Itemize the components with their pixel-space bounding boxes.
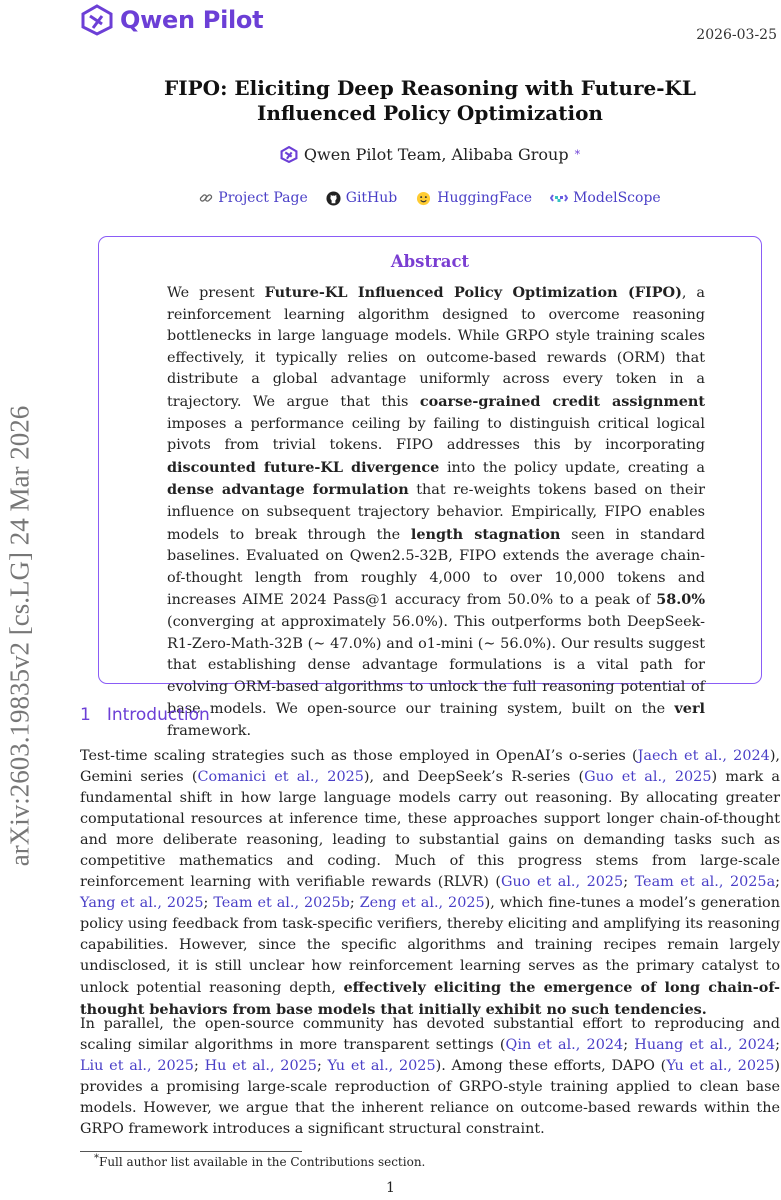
citation-separator: ;: [623, 1037, 635, 1053]
abstract-bold-run: Future-KL Influenced Policy Optimization (FIPO): [264, 284, 682, 301]
huggingface-label: HuggingFace: [437, 190, 533, 206]
github-label: GitHub: [345, 190, 398, 206]
intro-paragraph-2: [80, 1014, 780, 1140]
project-page-label: Project Page: [218, 190, 308, 206]
citation-link[interactable]: Liu et al., 2025: [80, 1058, 194, 1074]
paragraph-bold-run: effectively eliciting the emergence of long chain-of-thought behaviors from base models that initially exhibit no such tendencies.: [80, 979, 780, 1018]
author-footnote-mark[interactable]: *: [574, 148, 581, 161]
author-line: [80, 145, 780, 164]
abstract-bold-run: verl: [674, 700, 705, 718]
abstract-text-run: , a reinforcement learning algorithm designed to overcome reasoning bottlenecks in large language models. While GRPO style training scales effectively, it typically relies on outcome-based rewards (ORM) that distribute a global advantage uniformly across every token in a trajectory. We argue that this: [167, 285, 706, 410]
abstract-text-run: framework.: [167, 722, 252, 739]
citation-separator: ;: [193, 1058, 205, 1074]
citation-link[interactable]: Team et al., 2025b: [213, 895, 350, 911]
qwen-logo-icon: [80, 4, 114, 36]
citation-link[interactable]: Comanici et al., 2025: [197, 769, 364, 785]
modelscope-link[interactable]: [550, 190, 661, 206]
abstract-bold-run: coarse-grained credit assignment: [419, 392, 705, 410]
huggingface-link[interactable]: [415, 190, 532, 206]
title-line-1: FIPO: Eliciting Deep Reasoning with Future-KL: [164, 76, 696, 100]
footnote-rule: [80, 1151, 302, 1152]
publication-date: 2026-03-25: [696, 27, 777, 43]
citation-link[interactable]: Hu et al., 2025: [204, 1058, 317, 1074]
paragraph-text-run: Test-time scaling strategies such as those employed in OpenAI’s o-series (: [80, 748, 638, 764]
citation-link[interactable]: Huang et al., 2024: [634, 1037, 776, 1053]
citation-separator: ;: [775, 1037, 780, 1053]
qwen-pilot-logo: [80, 4, 263, 36]
abstract-text: [167, 282, 705, 742]
logo-text: Qwen Pilot: [120, 6, 264, 34]
huggingface-icon: [415, 191, 432, 206]
github-icon: [326, 191, 341, 206]
paragraph-text-run: ), which fine-tunes a model’s generation policy using feedback from task-specific verifiers, thereby eliciting and amplifying its reasoning capabilities. However, since the specific algorithms and training recipes remain largely undisclosed, it is still unclear how reinforcement learning serves as the primary catalyst to unlock potential reasoning depth,: [80, 895, 780, 996]
abstract-bold-run: discounted future-KL divergence: [167, 458, 440, 476]
paragraph-text-run: In parallel, the open-source community has devoted substantial effort to reproducing and scaling similar algorithms in more transparent settings (: [80, 1016, 780, 1053]
citation-separator: ;: [316, 1058, 328, 1074]
author-name: Qwen Pilot Team, Alibaba Group: [303, 145, 569, 164]
citation-link[interactable]: Yu et al., 2025: [666, 1058, 775, 1074]
citation-link[interactable]: Guo et al., 2025: [584, 769, 712, 785]
arxiv-stamp: [0, 356, 40, 916]
citation-separator: ;: [349, 895, 360, 911]
citation-link[interactable]: Guo et al., 2025: [501, 874, 624, 890]
paragraph-text-run: ) mark a fundamental shift in how large language models carry out reasoning. By allocating greater computational resources at inference time, these approaches support longer chain-of-thought and more deliberate reasoning, leading to substantial gains on demanding tasks such as competitive mathematics and coding. Much of this progress stems from large-scale reinforcement learning with verifiable rewards (RLVR) (: [80, 769, 780, 890]
citation-separator: ;: [203, 895, 214, 911]
citation-link[interactable]: Jaech et al., 2024: [637, 748, 770, 764]
citation-link[interactable]: Team et al., 2025a: [634, 874, 776, 890]
link-icon: [199, 191, 213, 205]
abstract-text-run: (converging at approximately 56.0%). This outperforms both DeepSeek-R1-Zero-Math-32B (∼ 47.0%) and o1-mini (∼ 56.0%). Our results suggest that establishing dense advantage formulations is a vital path for evolving ORM-based algorithms to unlock the full reasoning potential of base models. We open-source our training system, built on the: [167, 613, 705, 718]
modelscope-label: ModelScope: [573, 190, 661, 206]
citation-link[interactable]: Qin et al., 2024: [505, 1037, 624, 1053]
citation-link[interactable]: Zeng et al., 2025: [359, 895, 485, 911]
footnote: [94, 1153, 425, 1169]
abstract-heading: Abstract: [390, 252, 470, 271]
modelscope-icon: [550, 192, 568, 204]
paper-title: [80, 76, 780, 126]
paragraph-text-run: ) provides a promising large-scale reproduction of GRPO-style training applied to clean base models. However, we argue that the inherent reliance on outcome-based rewards within the GRPO framework introduces a significant structural constraint.: [80, 1058, 780, 1137]
paragraph-text-run: ), Gemini series (: [80, 748, 781, 785]
citation-separator: ;: [775, 874, 781, 890]
paragraph-text-run: ), and DeepSeek’s R-series (: [363, 769, 585, 785]
citation-link[interactable]: Yang et al., 2025: [80, 895, 204, 911]
project-page-link[interactable]: [199, 190, 307, 206]
abstract-text-run: seen in standard baselines. Evaluated on Qwen2.5-32B, FIPO extends the average chain-of-thought length from roughly 4,000 to over 10,000 tokens and increases AIME 2024 Pass@1 accuracy from 50.0% to a peak of: [167, 526, 705, 609]
title-line-2: Influenced Policy Optimization: [257, 101, 603, 125]
team-logo-icon: [280, 146, 298, 163]
citation-separator: ;: [623, 874, 635, 890]
abstract-bold-run: dense advantage formulation: [167, 481, 409, 499]
paragraph-text-run: ). Among these efforts, DAPO (: [435, 1058, 667, 1074]
abstract-text-run: into the policy update, creating a: [439, 459, 705, 476]
resource-links: [80, 190, 780, 206]
abstract-text-run: We present: [167, 285, 265, 301]
section-number: 1: [80, 705, 91, 725]
abstract-text-run: imposes a performance ceiling by failing to distinguish critical logical pivots from trivial tokens. FIPO addresses this by incorporating: [167, 415, 705, 454]
abstract-bold-run: length stagnation: [410, 525, 561, 543]
section-heading-introduction: [80, 705, 210, 725]
page-number: 1: [386, 1180, 395, 1196]
intro-paragraph-1: [80, 746, 780, 1021]
github-link[interactable]: [326, 190, 397, 206]
abstract-bold-run: 58.0%: [656, 591, 705, 609]
footnote-mark: *: [94, 1153, 99, 1164]
section-title: Introduction: [106, 705, 210, 725]
arxiv-stamp-text: arXiv:2603.19835v2 [cs.LG] 24 Mar 2026: [4, 405, 35, 867]
abstract-text-run: that re-weights tokens based on their influence on subsequent trajectory behavior. Empirically, FIPO enables models to break through the: [167, 482, 705, 543]
citation-link[interactable]: Yu et al., 2025: [327, 1058, 436, 1074]
footnote-text: Full author list available in the Contributions section.: [99, 1155, 426, 1169]
